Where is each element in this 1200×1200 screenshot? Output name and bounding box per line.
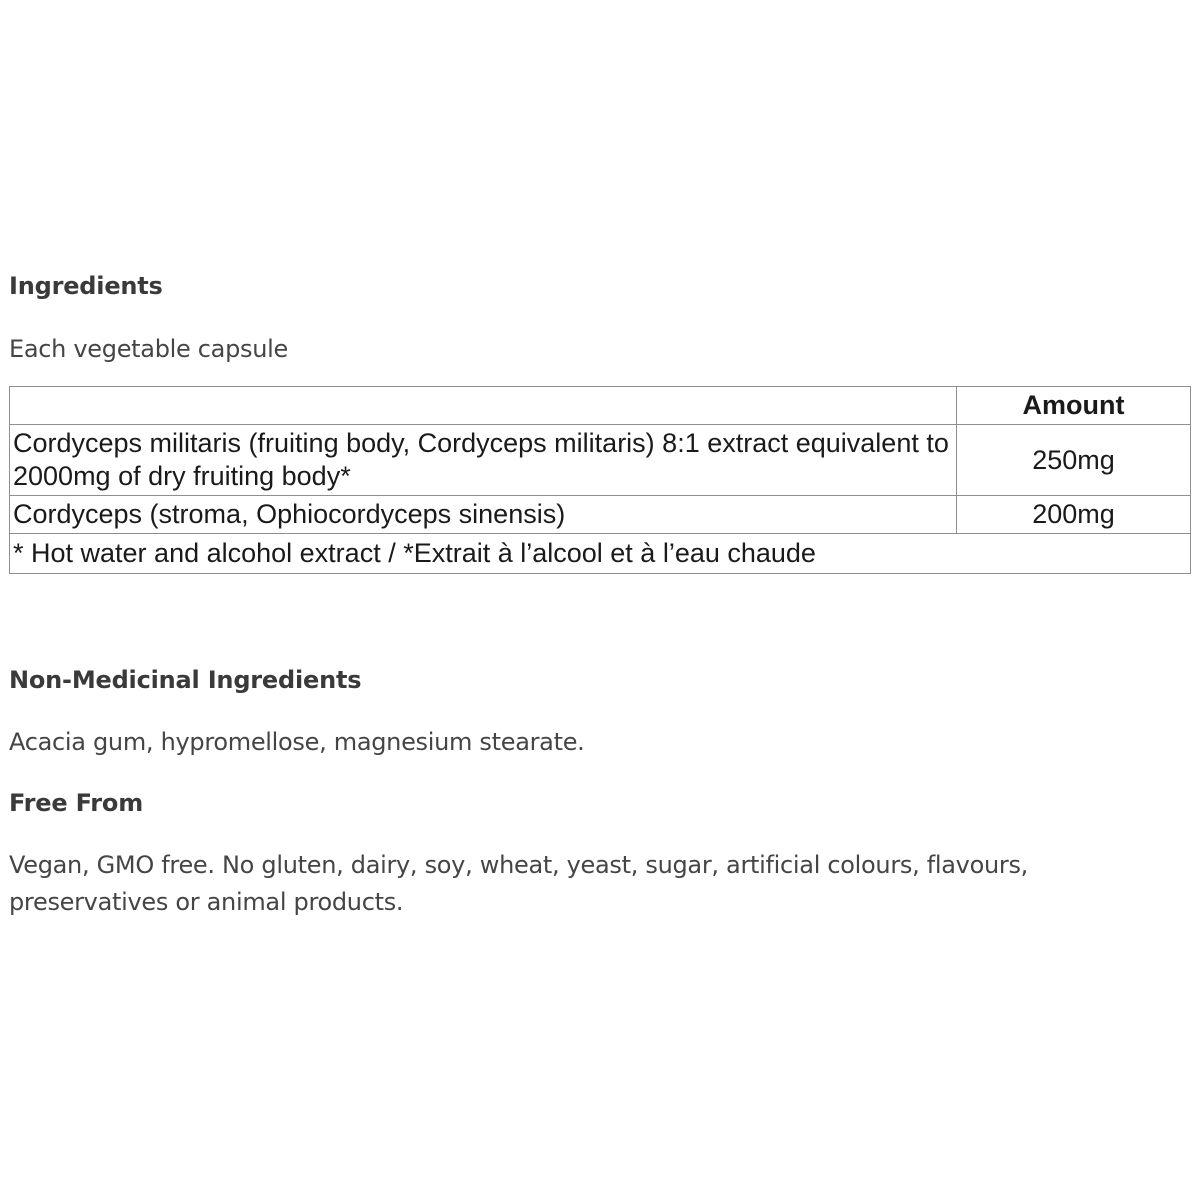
ingredients-subtitle: Each vegetable capsule (9, 335, 288, 363)
amount-column-header: Amount (957, 387, 1191, 425)
table-footnote-row (10, 534, 1191, 574)
non-medicinal-text: Acacia gum, hypromellose, magnesium stearate. (9, 728, 585, 756)
table-row (10, 425, 1191, 496)
table-header-row (10, 387, 1191, 425)
ingredient-name-cell: Cordyceps militaris (fruiting body, Cordyceps militaris) 8:1 extract equivalent to 2000mg of dry fruiting body* (10, 425, 957, 496)
ingredient-column-header (10, 387, 957, 425)
table-footnote: * Hot water and alcohol extract / *Extrait à l’alcool et à l’eau chaude (10, 534, 1191, 574)
ingredients-table (9, 386, 1191, 574)
ingredient-amount-cell: 250mg (957, 425, 1191, 496)
non-medicinal-heading: Non-Medicinal Ingredients (9, 666, 362, 694)
table-row (10, 496, 1191, 534)
ingredient-name-cell: Cordyceps (stroma, Ophiocordyceps sinensis) (10, 496, 957, 534)
ingredient-amount-cell: 200mg (957, 496, 1191, 534)
free-from-heading: Free From (9, 789, 143, 817)
ingredients-heading: Ingredients (9, 272, 163, 300)
free-from-text: Vegan, GMO free. No gluten, dairy, soy, wheat, yeast, sugar, artificial colours, flavours, preservatives or animal products. (9, 851, 1028, 916)
